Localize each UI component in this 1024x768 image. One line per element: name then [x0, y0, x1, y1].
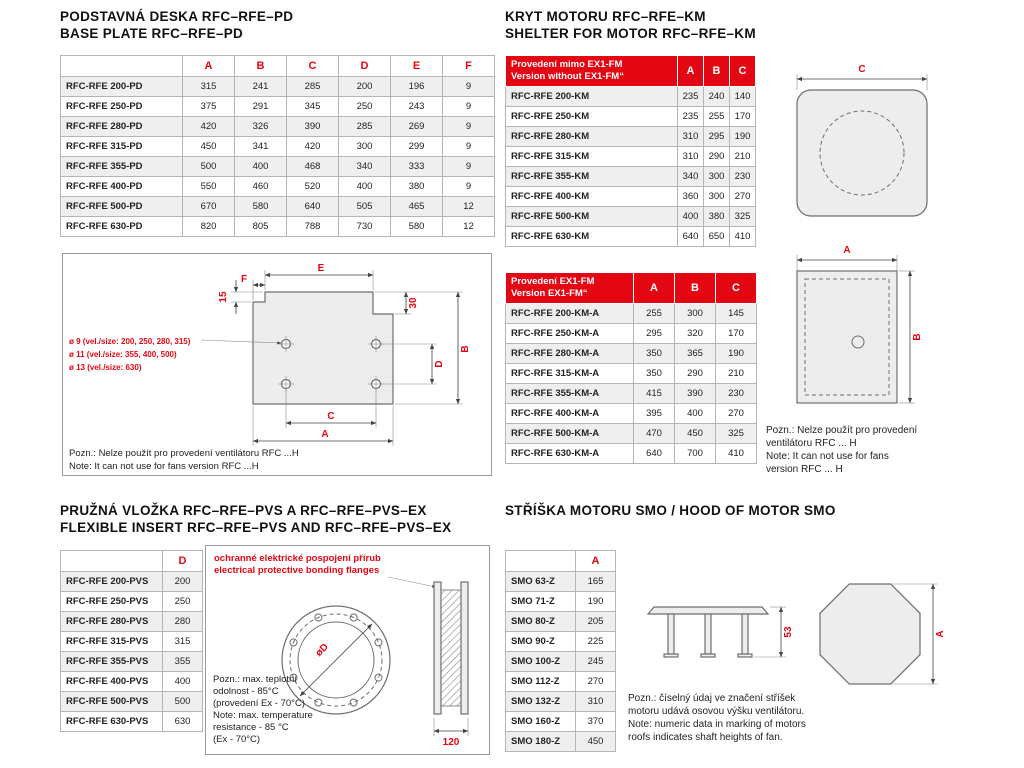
table-row: [61, 137, 495, 157]
smo-note-line-1: Pozn.: číselný údaj ve značení stříšek: [628, 693, 796, 704]
km-table-without-ex1: [505, 55, 756, 247]
cell-c: 190: [730, 127, 756, 147]
cell-d: 250: [339, 97, 391, 117]
pvs-col-d: D: [163, 551, 203, 572]
table-row: [506, 572, 616, 592]
pvs-table-corner: [61, 551, 163, 572]
dim-label-b: B: [460, 345, 471, 353]
smo-table-body: [506, 572, 616, 752]
km-note-line-1: Pozn.: Nelze použít pro provedení: [766, 425, 918, 436]
table-row: [506, 304, 757, 324]
cell-a: 270: [576, 672, 616, 692]
hole-note-1: ø 9 (vel./size: 200, 250, 280, 315): [69, 337, 191, 346]
cell-c: 520: [287, 177, 339, 197]
table-row: [506, 187, 756, 207]
table-row: [61, 612, 203, 632]
cell-a: 470: [634, 424, 675, 444]
plate-outline: [253, 292, 393, 404]
hole-note-3: ø 13 (vel./size: 630): [69, 363, 142, 372]
smo-section-title: [505, 502, 836, 519]
km1-col-c: C: [730, 56, 756, 87]
table-row: [506, 324, 757, 344]
pvs-drawing-box: [205, 545, 490, 755]
dim-label-53: 53: [783, 626, 794, 638]
cell-d: 250: [163, 592, 203, 612]
cell-a: 350: [634, 344, 675, 364]
cell-a: 315: [183, 77, 235, 97]
pd-title-en: BASE PLATE RFC–RFE–PD: [60, 26, 244, 41]
cell-a: 310: [678, 127, 704, 147]
cell-a: 245: [576, 652, 616, 672]
pvs-bonding-en: electrical protective bonding flanges: [214, 565, 380, 576]
table-row: [506, 87, 756, 107]
table-row: [61, 712, 203, 732]
model-name: RFC-RFE 200-PD: [61, 77, 183, 97]
cell-a: 640: [634, 444, 675, 464]
cell-a: 360: [678, 187, 704, 207]
cell-b: 300: [704, 167, 730, 187]
model-name: RFC-RFE 250-KM-A: [506, 324, 634, 344]
cell-c: 170: [716, 324, 757, 344]
cell-f: 12: [443, 197, 495, 217]
km1-col-a: A: [678, 56, 704, 87]
km-table1-title-cz: Provedení mimo EX1-FM: [511, 59, 623, 70]
dim-label-f: F: [240, 274, 248, 285]
cell-d: 355: [163, 652, 203, 672]
cell-b: 650: [704, 227, 730, 247]
table-row: [506, 107, 756, 127]
hole-note-2: ø 11 (vel./size: 355, 400, 500): [69, 350, 177, 359]
pd-note-cz: Pozn.: Nelze použít pro provedení ventilátoru RFC ...H: [69, 448, 299, 459]
cell-d: 400: [339, 177, 391, 197]
smo-table: [505, 550, 616, 752]
model-name: RFC-RFE 250-PD: [61, 97, 183, 117]
pvs-table: [60, 550, 203, 732]
model-name: SMO 90-Z: [506, 632, 576, 652]
model-name: RFC-RFE 315-KM-A: [506, 364, 634, 384]
model-name: SMO 112-Z: [506, 672, 576, 692]
table-row: [506, 167, 756, 187]
pd-title-cz: PODSTAVNÁ DESKA RFC–RFE–PD: [60, 9, 294, 24]
table-row: [61, 117, 495, 137]
cell-b: 400: [675, 404, 716, 424]
model-name: RFC-RFE 315-PD: [61, 137, 183, 157]
pd-note-en: Note: It can not use for fans version RFC ...H: [69, 461, 259, 472]
cell-e: 269: [391, 117, 443, 137]
km-table-ex1: [505, 272, 757, 464]
cell-f: 9: [443, 157, 495, 177]
table-row: [506, 692, 616, 712]
model-name: SMO 160-Z: [506, 712, 576, 732]
table-row: [61, 157, 495, 177]
table-row: [506, 712, 616, 732]
pd-table: [60, 55, 495, 237]
km2-col-b: B: [675, 273, 716, 304]
cell-b: 320: [675, 324, 716, 344]
pvs-note-line-1: Pozn.: max. teplotní: [213, 674, 297, 685]
cell-d: 280: [163, 612, 203, 632]
table-row: [61, 672, 203, 692]
cell-a: 235: [678, 107, 704, 127]
cell-b: 291: [235, 97, 287, 117]
cell-a: 450: [576, 732, 616, 752]
cell-b: 290: [704, 147, 730, 167]
table-row: [61, 97, 495, 117]
pd-col-e: E: [391, 56, 443, 77]
table-row: [506, 207, 756, 227]
smo-note-line-4: roofs indicates shaft heights of fan.: [628, 732, 783, 743]
cell-a: 295: [634, 324, 675, 344]
cell-b: 380: [704, 207, 730, 227]
model-name: SMO 180-Z: [506, 732, 576, 752]
model-name: RFC-RFE 280-PVS: [61, 612, 163, 632]
model-name: RFC-RFE 500-KM: [506, 207, 678, 227]
cell-f: 9: [443, 137, 495, 157]
km-table2-title-cz: Provedení EX1-FM: [511, 276, 595, 287]
cell-e: 465: [391, 197, 443, 217]
cell-b: 295: [704, 127, 730, 147]
cell-a: 820: [183, 217, 235, 237]
pvs-bonding-cz: ochranné elektrické pospojení přírub: [214, 553, 381, 564]
cell-b: 300: [704, 187, 730, 207]
table-row: [61, 197, 495, 217]
cell-d: 285: [339, 117, 391, 137]
table-row: [61, 592, 203, 612]
cell-e: 299: [391, 137, 443, 157]
model-name: SMO 71-Z: [506, 592, 576, 612]
table-row: [506, 147, 756, 167]
cell-b: 300: [675, 304, 716, 324]
cell-e: 243: [391, 97, 443, 117]
pvs-note-line-6: (Ex - 70°C): [213, 734, 261, 745]
cell-a: 395: [634, 404, 675, 424]
model-name: RFC-RFE 280-KM-A: [506, 344, 634, 364]
table-row: [506, 364, 757, 384]
cell-b: 365: [675, 344, 716, 364]
dim-label-a: A: [321, 429, 329, 440]
cell-d: 300: [339, 137, 391, 157]
cell-a: 255: [634, 304, 675, 324]
cell-a: 310: [576, 692, 616, 712]
pd-col-d: D: [339, 56, 391, 77]
pvs-table-body: [61, 572, 203, 732]
table-row: [506, 592, 616, 612]
table-row: [61, 652, 203, 672]
km-title-cz: KRYT MOTORU RFC–RFE–KM: [505, 9, 706, 24]
dim-label-a: A: [935, 630, 946, 638]
cell-a: 375: [183, 97, 235, 117]
table-row: [506, 384, 757, 404]
km-note-line-2: ventilátoru RFC ... H: [766, 438, 857, 449]
table-row: [506, 612, 616, 632]
pvs-note-line-4: Note: max. temperature: [213, 710, 313, 721]
cell-f: 9: [443, 117, 495, 137]
cell-d: 730: [339, 217, 391, 237]
cell-c: 210: [716, 364, 757, 384]
km-table2-header-row: [506, 273, 757, 304]
model-name: RFC-RFE 355-KM-A: [506, 384, 634, 404]
cell-d: 400: [163, 672, 203, 692]
smo-note-line-2: motoru udává osovou výšku ventilátoru.: [628, 706, 805, 717]
cell-b: 390: [675, 384, 716, 404]
cell-c: 145: [716, 304, 757, 324]
pvs-note-line-3: (provedení Ex - 70°C): [213, 698, 305, 709]
cell-d: 200: [339, 77, 391, 97]
cell-b: 400: [235, 157, 287, 177]
cell-a: 235: [678, 87, 704, 107]
table-row: [506, 632, 616, 652]
model-name: RFC-RFE 500-PD: [61, 197, 183, 217]
cell-a: 550: [183, 177, 235, 197]
cell-a: 205: [576, 612, 616, 632]
hood-side-view: [648, 607, 768, 657]
km-table2-title: [506, 273, 634, 304]
pd-table-corner: [61, 56, 183, 77]
pd-col-a: A: [183, 56, 235, 77]
table-row: [506, 672, 616, 692]
cell-c: 325: [716, 424, 757, 444]
model-name: RFC-RFE 400-PD: [61, 177, 183, 197]
smo-table-corner: [506, 551, 576, 572]
pvs-title-en: FLEXIBLE INSERT RFC–RFE–PVS AND RFC–RFE–PVS–EX: [60, 520, 452, 535]
model-name: SMO 63-Z: [506, 572, 576, 592]
km-table1-title: [506, 56, 678, 87]
table-row: [506, 732, 616, 752]
model-name: RFC-RFE 400-KM-A: [506, 404, 634, 424]
table-row: [61, 692, 203, 712]
cell-c: 410: [730, 227, 756, 247]
cell-a: 450: [183, 137, 235, 157]
km-table1-body: [506, 87, 756, 247]
pd-col-b: B: [235, 56, 287, 77]
km-section-title: [505, 8, 756, 42]
cell-f: 9: [443, 177, 495, 197]
model-name: RFC-RFE 355-PVS: [61, 652, 163, 672]
cell-e: 333: [391, 157, 443, 177]
dim-label-120: 120: [442, 737, 460, 748]
cell-c: 788: [287, 217, 339, 237]
cell-a: 225: [576, 632, 616, 652]
pd-col-c: C: [287, 56, 339, 77]
cell-d: 630: [163, 712, 203, 732]
cell-c: 345: [287, 97, 339, 117]
cell-a: 420: [183, 117, 235, 137]
base-plate-drawing: [63, 254, 491, 475]
shelter-top-view: [797, 90, 927, 216]
cell-a: 670: [183, 197, 235, 217]
smo-note-line-3: Note: numeric data in marking of motors: [628, 719, 806, 730]
cell-f: 9: [443, 77, 495, 97]
cell-c: 230: [716, 384, 757, 404]
cell-c: 270: [716, 404, 757, 424]
dim-label-e: E: [317, 263, 325, 274]
cell-c: 230: [730, 167, 756, 187]
model-name: SMO 80-Z: [506, 612, 576, 632]
cell-b: 240: [704, 87, 730, 107]
table-row: [61, 177, 495, 197]
cell-b: 700: [675, 444, 716, 464]
cell-b: 290: [675, 364, 716, 384]
model-name: RFC-RFE 280-PD: [61, 117, 183, 137]
shelter-side-view: [797, 271, 897, 403]
cell-c: 270: [730, 187, 756, 207]
cell-c: 140: [730, 87, 756, 107]
dim-label-c: C: [858, 64, 866, 75]
cell-d: 340: [339, 157, 391, 177]
cell-c: 420: [287, 137, 339, 157]
dim-label-diameter: øD: [313, 641, 331, 659]
cell-a: 310: [678, 147, 704, 167]
km2-col-c: C: [716, 273, 757, 304]
dim-label-d: D: [434, 360, 445, 368]
cell-b: 241: [235, 77, 287, 97]
model-name: RFC-RFE 630-KM-A: [506, 444, 634, 464]
cell-b: 460: [235, 177, 287, 197]
cell-c: 390: [287, 117, 339, 137]
cell-c: 170: [730, 107, 756, 127]
model-name: RFC-RFE 250-KM: [506, 107, 678, 127]
cell-e: 196: [391, 77, 443, 97]
model-name: SMO 132-Z: [506, 692, 576, 712]
cell-b: 255: [704, 107, 730, 127]
cell-d: 315: [163, 632, 203, 652]
model-name: RFC-RFE 200-PVS: [61, 572, 163, 592]
model-name: RFC-RFE 400-PVS: [61, 672, 163, 692]
cell-a: 350: [634, 364, 675, 384]
pvs-note-line-5: resistance - 85 °C: [213, 722, 289, 733]
cell-d: 500: [163, 692, 203, 712]
table-row: [506, 404, 757, 424]
cell-a: 415: [634, 384, 675, 404]
km-table1-title-en: Version without EX1-FM“: [511, 71, 624, 82]
model-name: RFC-RFE 250-PVS: [61, 592, 163, 612]
model-name: RFC-RFE 630-PVS: [61, 712, 163, 732]
pvs-section-title: [60, 502, 451, 536]
table-row: [506, 652, 616, 672]
pvs-table-header-row: [61, 551, 203, 572]
dim-label-a: A: [843, 245, 851, 256]
model-name: RFC-RFE 630-PD: [61, 217, 183, 237]
km1-col-b: B: [704, 56, 730, 87]
cell-b: 450: [675, 424, 716, 444]
table-row: [506, 444, 757, 464]
cell-a: 500: [183, 157, 235, 177]
cell-d: 200: [163, 572, 203, 592]
flexible-insert-drawing: [206, 546, 489, 754]
cell-f: 9: [443, 97, 495, 117]
cell-a: 340: [678, 167, 704, 187]
cell-a: 400: [678, 207, 704, 227]
model-name: RFC-RFE 315-PVS: [61, 632, 163, 652]
km-title-en: SHELTER FOR MOTOR RFC–RFE–KM: [505, 26, 756, 41]
model-name: RFC-RFE 315-KM: [506, 147, 678, 167]
smo-table-header-row: [506, 551, 616, 572]
km-table2-title-en: Version EX1-FM“: [511, 288, 588, 299]
cell-c: 210: [730, 147, 756, 167]
cell-e: 380: [391, 177, 443, 197]
km-table2-body: [506, 304, 757, 464]
model-name: RFC-RFE 500-PVS: [61, 692, 163, 712]
smo-col-a: A: [576, 551, 616, 572]
model-name: RFC-RFE 200-KM-A: [506, 304, 634, 324]
cell-c: 640: [287, 197, 339, 217]
insert-side-view: [434, 582, 468, 714]
table-row: [506, 344, 757, 364]
cell-b: 580: [235, 197, 287, 217]
dim-label-15: 15: [218, 291, 229, 303]
dim-label-b: B: [912, 333, 923, 341]
pd-drawing-box: [62, 253, 492, 476]
cell-c: 325: [730, 207, 756, 227]
km-note: [766, 424, 917, 476]
km-note-line-3: Note: It can not use for fans: [766, 451, 889, 462]
table-row: [61, 217, 495, 237]
cell-a: 370: [576, 712, 616, 732]
model-name: RFC-RFE 355-PD: [61, 157, 183, 177]
cell-a: 640: [678, 227, 704, 247]
cell-d: 505: [339, 197, 391, 217]
dim-label-c: C: [327, 411, 335, 422]
pd-section-title: [60, 8, 293, 42]
table-row: [506, 424, 757, 444]
model-name: RFC-RFE 630-KM: [506, 227, 678, 247]
pd-table-body: [61, 77, 495, 237]
motor-hood-drawing: [618, 572, 970, 697]
smo-title: STŘÍŠKA MOTORU SMO / HOOD OF MOTOR SMO: [505, 503, 836, 518]
cell-f: 12: [443, 217, 495, 237]
km2-col-a: A: [634, 273, 675, 304]
table-row: [506, 227, 756, 247]
pd-col-f: F: [443, 56, 495, 77]
table-row: [61, 77, 495, 97]
cell-a: 165: [576, 572, 616, 592]
motor-shelter-drawing: [762, 60, 974, 415]
smo-note: [628, 692, 806, 744]
table-row: [61, 572, 203, 592]
pvs-note-line-2: odolnost - 85°C: [213, 686, 279, 697]
pvs-title-cz: PRUŽNÁ VLOŽKA RFC–RFE–PVS A RFC–RFE–PVS–EX: [60, 503, 427, 518]
model-name: RFC-RFE 280-KM: [506, 127, 678, 147]
pd-table-header-row: [61, 56, 495, 77]
cell-c: 285: [287, 77, 339, 97]
km-note-line-4: version RFC ... H: [766, 464, 843, 475]
model-name: RFC-RFE 355-KM: [506, 167, 678, 187]
hole-size-callouts: [69, 337, 281, 372]
model-name: RFC-RFE 400-KM: [506, 187, 678, 207]
dim-label-30: 30: [408, 297, 419, 309]
cell-c: 468: [287, 157, 339, 177]
cell-a: 190: [576, 592, 616, 612]
cell-b: 326: [235, 117, 287, 137]
cell-c: 410: [716, 444, 757, 464]
cell-c: 190: [716, 344, 757, 364]
model-name: RFC-RFE 200-KM: [506, 87, 678, 107]
km-table1-header-row: [506, 56, 756, 87]
cell-b: 805: [235, 217, 287, 237]
table-row: [61, 632, 203, 652]
model-name: SMO 100-Z: [506, 652, 576, 672]
model-name: RFC-RFE 500-KM-A: [506, 424, 634, 444]
cell-e: 580: [391, 217, 443, 237]
hood-top-view: [820, 584, 920, 684]
cell-b: 341: [235, 137, 287, 157]
table-row: [506, 127, 756, 147]
